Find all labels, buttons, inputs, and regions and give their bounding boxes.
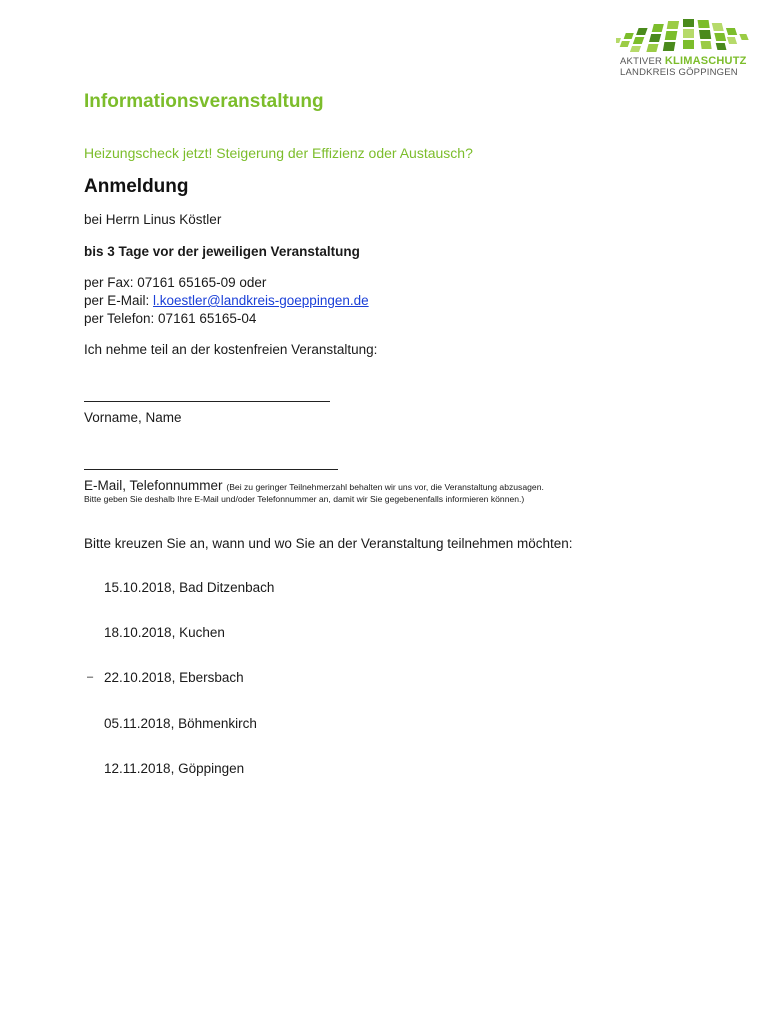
event-option-5[interactable]: 12.11.2018, Göppingen	[104, 761, 245, 776]
instruction-text: Bitte kreuzen Sie an, wann und wo Sie an der Veranstaltung teilnehmen möchten:	[84, 536, 573, 551]
contact-person: bei Herrn Linus Köstler	[84, 212, 222, 227]
page-title: Informationsveranstaltung	[84, 91, 324, 112]
email-link[interactable]: l.koestler@landkreis-goeppingen.de	[153, 293, 369, 308]
logo-graphic-icon	[616, 16, 750, 56]
event-option-2[interactable]: 18.10.2018, Kuchen	[104, 625, 225, 640]
logo-region: LANDKREIS GÖPPINGEN	[620, 67, 738, 78]
contact-note-line1: (Bei zu geringer Teilnehmerzahl behalten wir uns vor, die Veranstaltung abzusagen.	[226, 482, 544, 492]
contact-field-line[interactable]	[84, 469, 338, 470]
logo-wordmark	[620, 56, 747, 78]
stray-mark: –	[87, 671, 94, 683]
contact-fax: per Fax: 07161 65165-09 oder	[84, 275, 267, 290]
event-option-4[interactable]: 05.11.2018, Böhmenkirch	[104, 716, 257, 731]
contact-phone: per Telefon: 07161 65165-04	[84, 311, 257, 326]
contact-field-label	[84, 478, 544, 493]
contact-field-label-text: E-Mail, Telefonnummer	[84, 478, 223, 493]
logo-prefix: AKTIVER	[620, 56, 663, 67]
event-option-1[interactable]: 15.10.2018, Bad Ditzenbach	[104, 580, 275, 595]
logo-brand: KLIMASCHUTZ	[664, 55, 747, 67]
klimaschutz-logo	[616, 16, 750, 80]
name-field-label: Vorname, Name	[84, 410, 182, 425]
deadline-text: bis 3 Tage vor der jeweiligen Veranstaltung	[84, 244, 360, 259]
participation-statement: Ich nehme teil an der kostenfreien Veranstaltung:	[84, 342, 378, 357]
page-subtitle: Heizungscheck jetzt! Steigerung der Effizienz oder Austausch?	[84, 145, 473, 161]
name-field-line[interactable]	[84, 401, 330, 402]
contact-email-prefix: per E-Mail:	[84, 293, 154, 308]
section-heading: Anmeldung	[84, 176, 189, 197]
contact-email	[84, 293, 369, 308]
event-option-3[interactable]: 22.10.2018, Ebersbach	[104, 670, 244, 685]
contact-note-line2: Bitte geben Sie deshalb Ihre E-Mail und/oder Telefonnummer an, damit wir Sie gegebenenfalls informieren können.)	[84, 494, 525, 504]
